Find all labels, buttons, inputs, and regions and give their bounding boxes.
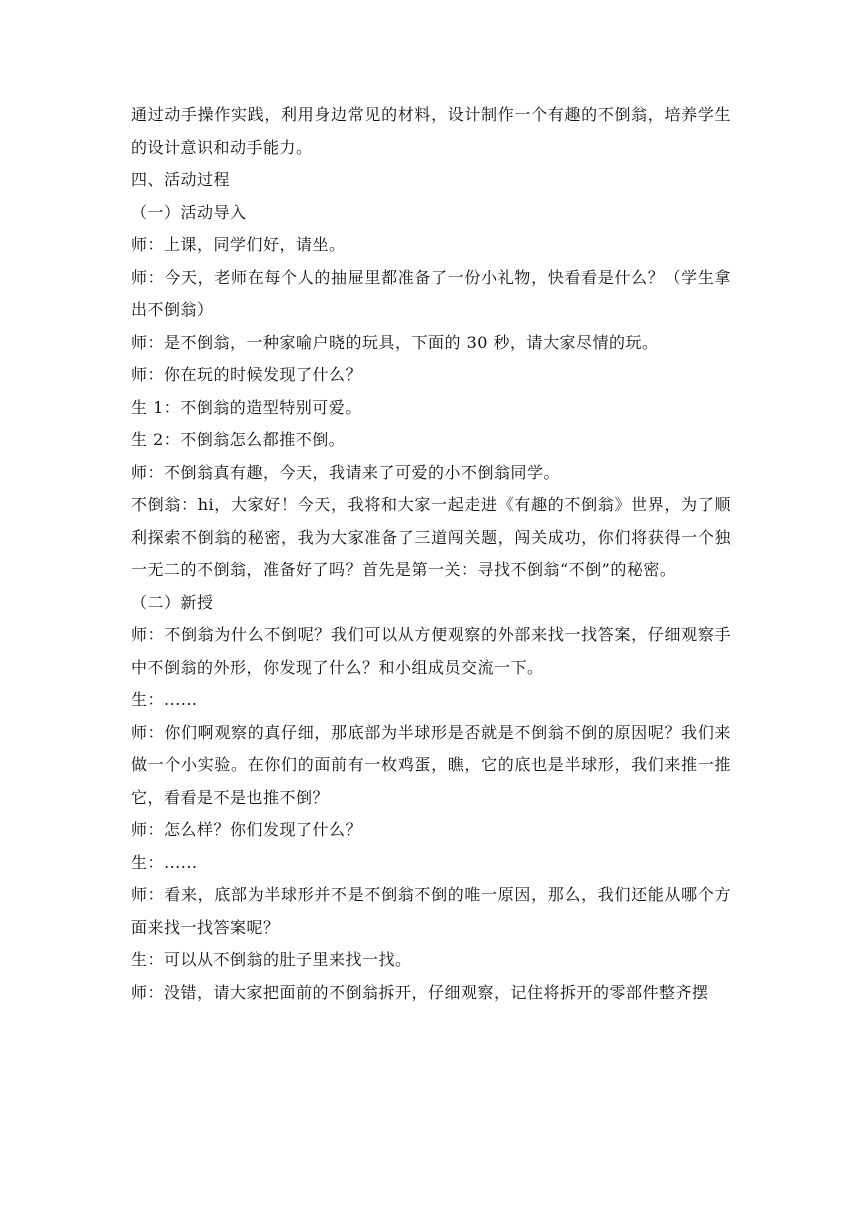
dialogue-line: 师：你在玩的时候发现了什么？ bbox=[131, 365, 363, 384]
dialogue-line: 师：上课，同学们好，请坐。 bbox=[131, 235, 346, 254]
dialogue-line: 师：是不倒翁，一种家喻户晓的玩具，下面的 30 秒，请大家尽情的玩。 bbox=[131, 332, 659, 352]
paragraph-intro-goal: 通过动手操作实践，利用身边常见的材料，设计制作一个有趣的不倒翁，培养学生的设计意识和动手能力。 bbox=[131, 105, 731, 157]
dialogue-line: 生：可以从不倒翁的肚子里来找一找。 bbox=[131, 950, 412, 969]
dialogue-line: 师：你们啊观察的真仔细，那底部为半球形是否就是不倒翁不倒的原因呢？我们来做一个小实验。在你们的面前有一枚鸡蛋，瞧，它的底也是半球形，我们来推一推它，看看是不是也推不倒？ bbox=[131, 722, 731, 807]
dialogue-line: 师：不倒翁为什么不倒呢？我们可以从方便观察的外部来找一找答案，仔细观察手中不倒翁的外形，你发现了什么？和小组成员交流一下。 bbox=[131, 625, 731, 677]
dialogue-line: 师：不倒翁真有趣，今天，我请来了可爱的小不倒翁同学。 bbox=[131, 462, 561, 482]
dialogue-line: 生：...... bbox=[131, 852, 198, 872]
section-heading-activity-process: 四、活动过程 bbox=[131, 170, 231, 189]
dialogue-line: 生 2：不倒翁怎么都推不倒。 bbox=[131, 430, 346, 449]
dialogue-line: 不倒翁：hi，大家好！今天，我将和大家一起走进《有趣的不倒翁》世界，为了顺利探索不倒翁的秘密，我为大家准备了三道闯关题，闯关成功，你们将获得一个独一无二的不倒翁，准备好了吗？首先是第一关：寻找不倒翁“不倒”的秘密。 bbox=[131, 495, 731, 579]
subsection-heading-new-lesson: （二）新授 bbox=[131, 592, 214, 612]
dialogue-line: 生 1：不倒翁的造型特别可爱。 bbox=[131, 397, 362, 417]
dialogue-line: 生：...... bbox=[131, 690, 198, 709]
subsection-heading-activity-intro: （一）活动导入 bbox=[131, 202, 247, 222]
dialogue-line: 师：没错，请大家把面前的不倒翁拆开，仔细观察，记住将拆开的零部件整齐摆 bbox=[131, 982, 709, 1002]
dialogue-line: 师：怎么样？你们发现了什么？ bbox=[131, 820, 363, 839]
dialogue-line: 师：今天，老师在每个人的抽屉里都准备了一份小礼物，快看看是什么？（学生拿出不倒翁） bbox=[131, 267, 731, 319]
document-body bbox=[131, 99, 731, 1009]
dialogue-line: 师：看来，底部为半球形并不是不倒翁不倒的唯一原因，那么，我们还能从哪个方面来找一找答案呢？ bbox=[131, 885, 731, 937]
